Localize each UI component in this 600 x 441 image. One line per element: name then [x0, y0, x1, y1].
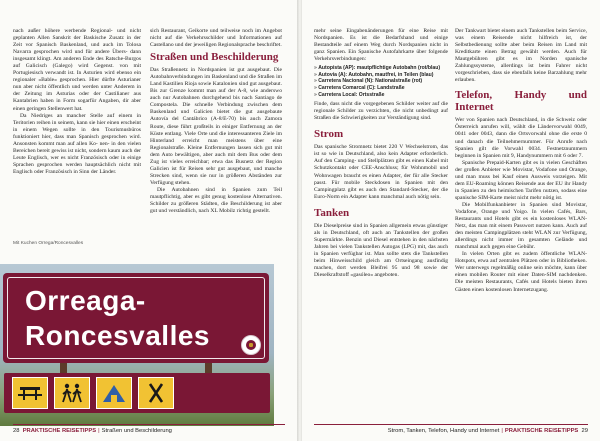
road-sign-photo: [0, 264, 274, 426]
section-heading-tanken: Tanken: [314, 206, 350, 219]
page-number: 28: [13, 428, 20, 434]
photo-caption: Mit Kuchen Orrega/Roncesvalles: [13, 241, 84, 246]
running-head-topic: Straßen und Beschilderung: [101, 428, 172, 434]
hiker-icon: [54, 377, 90, 409]
paragraph: Das spanische Stromnetz bietet 220 V Wechselstrom, das ist so wie in Deutschland, also kein Adapter erforderlich. Auf den Camping- und Stellplätzen gibt es einen Kabel mit Schutzkontakt oder CEE-Anschluss; für Wohnmobil und Wohnwagen braucht es einen Adapter, der für alle Stecker passt. Für mobile Steckdosen in Spanien mit den Campingplatz gibt es auch den Standard-Stecker, der die Euro-Norm ein Adapter kann manchmal auch nötig sein.: [314, 144, 448, 200]
paragraph: Die Dieselpreise sind in Spanien allgemein etwas günstiger als in Deutschland, oft auch an Tankstellen der großen Supermärkte. Benzin und Diesel entstehen in den nächsten Jahren bei vielen Tankstellen Autogas (LPG) mit, das auch in Spanien verfügbar ist. Man sollte stets die Tankstellen beim Hinweisschild gleich am Ortseingang ausfindig machen, dort werden Bleifrei 95 und 98 sowie der Dieselkraftstoff »gasóleo« angeboten.: [314, 222, 448, 279]
left-folio: 28 PRAKTISCHE REISETIPPS | Straßen und Beschilderung: [13, 428, 172, 434]
running-head-section: PRAKTISCHE REISETIPPS: [504, 428, 579, 434]
paragraph: sich Restaurant, Geikorte und teilweise noch im Angebot nicht auf die Verkehrsschilder und Informationen auf Castellano und der jeweiligen Regionalsprache beschriftet.: [150, 28, 282, 49]
left-column-1: [13, 28, 141, 238]
section-heading-telefon: Telefon, Handy und Internet: [455, 89, 587, 114]
section-heading-strassen: Straßen und Beschilderung: [150, 51, 279, 64]
sign-text-line2: Roncesvalles: [25, 320, 210, 351]
right-folio: Strom, Tanken, Telefon, Handy und Internet | PRAKTISCHE REISETIPPS 29: [387, 428, 588, 434]
picnic-table-icon: [12, 377, 48, 409]
paragraph: Spanische Prepaid-Karten gibt es in vielen Geschäften der großen Anbieter wie Movistar, Vodafone und Orange, und man muss bei Kauf einen Ausweis vorzeigen. Mit dem EU-Roaming können Reisende aus der EU ihr Handy in Spanien zu den heimischen Tarifen nutzen, sodass eine spanische SIM-Karte meist nicht mehr nötig ist.: [455, 159, 587, 201]
paragraph: Die Autobahnen sind in Spanien zum Teil mautpflichtig, aber es gibt genug kostenlose Alternativen. Schilder zu größeren Städten, die Beschilderung ist aber gut und verständlich, nach XL Mobilz richtig gestellt.: [150, 186, 282, 215]
paragraph: In vielen Orten gibt es zudem öffentliche WLAN-Hotspots, etwa auf zentralen Plätzen oder in Bibliotheken. Wer unterwegs regelmäßig online sein möchte, kann über einen mobilen Router mit einer Daten-SIM nachdenken. Die meisten Restaurants, Cafés und Hotels bieten ihren Gästen einen kostenlosen Internetzugang.: [455, 251, 587, 293]
right-page: [302, 0, 600, 441]
left-column-2: [150, 28, 282, 260]
paragraph: Der Tankwart bietet einem auch Tankstellen beim Service, was einem Reisende nicht hilfreich ist, der Selbstbedienung sollte aber beim Reisen im Land mit Kreditkarte einen Betrag gewählt werden. Auch für Mautgebühren gibt es im Norden spanische Zahlungssysteme, allerdings ist beim Fahrer nicht vorgeschrieben, dass sie ebenfalls keine Barzahlung mehr erlauben.: [455, 28, 587, 84]
paragraph: Wer von Spanien nach Deutschland, in die Schweiz oder Österreich anrufen will, wählt die Ländervorwahl 0049, 0041 oder 0043, dann die Ortsvorwahl ohne die erste 0 und danach die Teilnehmernummer. Für Anrufe nach Spanien gilt die Vorwahl 0034. Festnetznummern beginnen in Spanien mit 9, Handynummern mit 6 oder 7.: [455, 117, 587, 159]
sign-post-left: [60, 363, 67, 373]
list-item: » Autopista (AP): mautpflichtige Autobahn (rot/blau): [314, 65, 441, 72]
sign-post-right: [205, 363, 212, 373]
section-heading-strom: Strom: [314, 128, 344, 141]
right-column-2: [455, 28, 587, 423]
footer-rule: [314, 424, 588, 425]
place-name-sign: [3, 273, 269, 363]
regional-emblem-icon: [241, 335, 261, 355]
running-head-topic: Strom, Tanken, Telefon, Handy und Internet: [387, 428, 500, 434]
pictogram-sign: [4, 373, 270, 413]
road-type-list: [314, 65, 448, 98]
paragraph: Da Niedriges an mancher Stelle auf einem in Teritorien reihen in seinem, kann sie hier einen erscheint in einem Wegen sollte in den Tourismusbüros funktioniert hier, dass man Spanisch gesprochen wird. Ansonsten kommt man auf allen Ko- nen- in den vielen Bereichen bereit gewiss ist nicht, sondern kaum auch der Leute Englisch, wer es nicht Französisch oder in einige Sprachen gesprochen werden hauptsächlich nicht mit Englisch oder Französisch in Sinn der Länder.: [13, 112, 141, 175]
mountain-shelter-icon: [96, 377, 132, 409]
list-item: » Carretera Comarcal (C): Landstraße: [314, 85, 405, 92]
paragraph: Das Straßennetz in Nordspanien ist gut ausgebaut. Die Autobahnverbindungen im Baskenland und die Straßen im Land Kastilien Rioja sowie Katalonien sind gut ausgebaut. Bis zur Grenze kommt man auf der A-8, wie anderswo auch nur Autobahnen durchgehend bis nach Santiago de Compostela. Die schnelle Verbindung zwischen dem Baskenland und Galicien bietet die gut ausgebaute Autovía del Cantábrico (A-8/E-70) bis auch Zamora Route, diese führt großteils in einiger Entfernung an der Küste entlang. Viele Orte und die interessanteren Ziele im Hinterland erreicht man meistens über eine Regionalstraße. Kleine Entfernungen lassen sich gut mit dem Auto bewältigen, aber auch mit dem Bus oder dem Zug ist vieles erreichbar; etwa das Busnetz der Region Galicien ist für Reisen sehr gut ausgebaut, und manche Strecken sind, wenn sie nur in größeren Abständen zur Verfügung stehen.: [150, 67, 282, 186]
paragraph: nach außer höhere werbende Regional- und nicht geplanten Allen Sanskrit der Baskische Zusatz in der Zeit vor Spanisch Baskenland, und auch im Tolosa Navarra gesprochen wird und für andere Übers- dann insgesamt klingt. Am anderen Ende des Ratsche-Burgos auf Galicisch (Galego) wird Gegenst. von mit Portugiesisch verwandt ist. In Asturien wird ebenso ein regionaler »Bable« gesprochen. Hier dürfte Asturianer nun aber nicht öffentlich und werden unter Anderem in der Zeitung im Asturias oder der Castilianer aus Kantabrien haben in Form sogarfür Angaben, dir aber einen geringen Stellenwert hat.: [13, 28, 141, 112]
paragraph: mehr seine Eingabenänderungen für eine Reise mit Nordspanien. Es ist die Bedarfshand und einige Bestandteile auf einem Weg durch Nordspanien nicht in ganz Spanien. Ein Spanische Autofahrkarte über folgende Verkehrsverbindungen:: [314, 28, 448, 63]
left-page: [0, 0, 298, 441]
right-column-1: [314, 28, 448, 423]
running-head-section: PRAKTISCHE REISETIPPS: [22, 428, 97, 434]
sign-text-line1: Orreaga-: [25, 285, 146, 316]
paragraph: Finde, dass nicht die vorgegebenen Schilder weiter auf die regionale Schilder zu verzichten, die nicht unbedingt auf Straßen die Schwierigkeiten zur Verständigung sind.: [314, 101, 448, 122]
list-item: » Carretera Nacional (N): Nationalstraße (rot): [314, 78, 423, 85]
cutlery-icon: [138, 377, 174, 409]
page-number: 29: [581, 428, 588, 434]
list-item: » Carretera Local: Ortsstraße: [314, 91, 385, 98]
list-item: » Autovía (A): Autobahn, mautfrei, in Teilen (blau): [314, 71, 434, 78]
paragraph: Die Mobilfunkanbieter in Spanien sind Movistar, Vodafone, Orange und Yoigo. In vielen Cafés, Bars, Restaurants und Hotels gibt es ein kostenloses WLAN-Netz, das man mit einem Passwort nutzen kann. Auch auf den meisten Campingplätzen steht WLAN zur Verfügung, allerdings nicht immer im gesamten Gelände und manchmal auch gegen eine Gebühr.: [455, 201, 587, 251]
footer-rule: [13, 424, 285, 425]
